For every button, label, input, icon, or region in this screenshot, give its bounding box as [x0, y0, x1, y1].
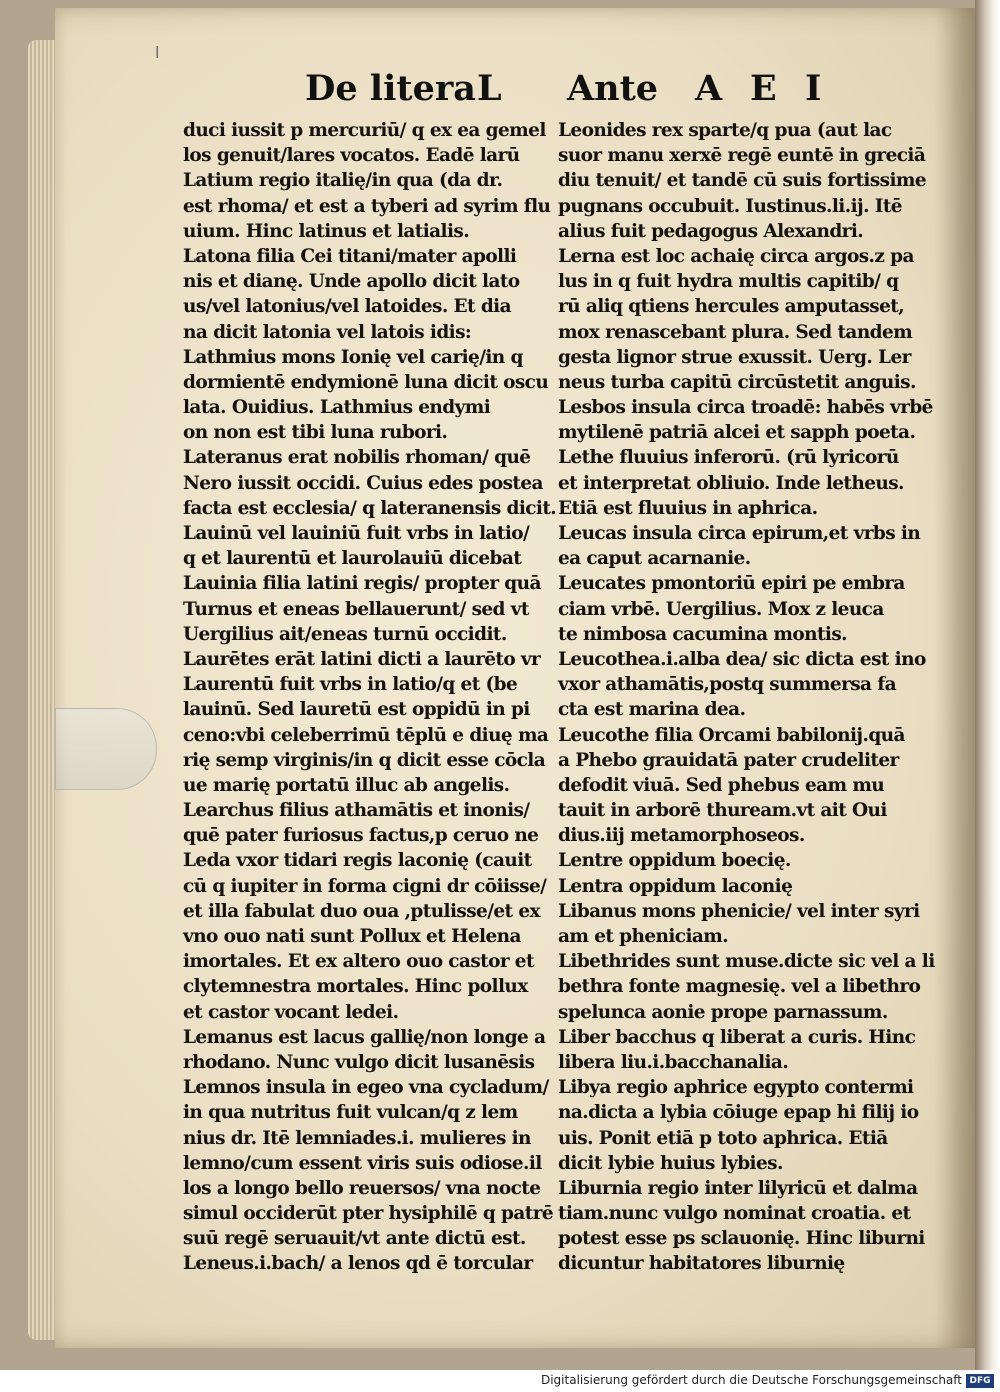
left-column-line: Uergilius ait/eneas turnū occidit. — [183, 623, 507, 645]
header-letter: L — [477, 68, 502, 109]
left-column-line: Learchus filius athamātis et inonis/ — [183, 800, 530, 822]
left-column-line: Lathmius mons Ionię vel carię/in q — [183, 346, 523, 368]
left-column-line: cū q iupiter in forma cigni dr cōiisse/ — [183, 875, 547, 897]
left-column-line: on non est tibi luna rubori. — [183, 422, 448, 444]
right-column-line: mox renascebant plura. Sed tandem — [558, 321, 913, 343]
left-column-line: rię semp virginis/in q dicit esse cōcla — [183, 749, 546, 771]
left-column-line: Leneus.i.bach/ a lenos qd ē torcular — [183, 1253, 533, 1275]
left-column-line: et illa fabulat duo oua ,ptulisse/et ex — [183, 900, 540, 922]
left-column-line: Lemanus est lacus gallię/non longe a — [183, 1026, 546, 1048]
right-column-line: Libanus mons phenicie/ vel inter syri — [558, 900, 920, 922]
right-column-line: ciam vrbē. Uergilius. Mox z leuca — [558, 598, 884, 620]
right-column-line: Lentra oppidum laconię — [558, 875, 793, 897]
right-column-line: Etiā est fluuius in aphrica. — [558, 497, 818, 519]
right-column-line: ea caput acarnanie. — [558, 548, 751, 570]
left-column-line: Nero iussit occidi. Cuius edes postea — [183, 472, 543, 494]
book-spine — [975, 0, 1000, 1370]
right-column-line: defodit viuā. Sed phebus eam mu — [558, 774, 885, 796]
footer-bar — [0, 1370, 1000, 1392]
right-column-line: Liburnia regio inter lilyricū et dalma — [558, 1177, 918, 1199]
right-column-line: am et pheniciam. — [558, 926, 729, 947]
header-letter-i: I — [805, 68, 822, 109]
right-column-line: Lentre oppidum boecię. — [558, 850, 791, 872]
right-column-line: dicuntur habitatores liburnię — [558, 1253, 845, 1275]
right-column-line: uis. Ponit etiā p toto aphrica. Etiā — [558, 1127, 888, 1149]
left-column-line: Leda vxor tidari regis laconię (cauit — [183, 850, 532, 872]
left-column-line: Lauinū vel lauiniū fuit vrbs in latio/ — [183, 523, 530, 544]
right-column-line: Lerna est loc achaię circa argos.z pa — [558, 245, 914, 267]
right-column-line: dicit lybie huius lybies. — [558, 1152, 783, 1174]
left-column-line: imortales. Et ex altero ouo castor et — [183, 951, 534, 973]
right-column-line: na.dicta a lybia cōiuge epap hi filij io — [558, 1102, 919, 1124]
left-column-line: Lauinia filia latini regis/ propter quā — [183, 573, 541, 595]
right-column-line: Leucas insula circa epirum,et vrbs in — [558, 523, 921, 544]
right-column-line: Lethe fluuius inferorū. (rū lyricorū — [558, 447, 899, 469]
left-column-line: Latium regio italię/in qua (da dr. — [183, 170, 503, 192]
right-column-line: spelunca aonie prope parnassum. — [558, 1001, 888, 1023]
left-column-line: vno ouo nati sunt Pollux et Helena — [183, 926, 521, 947]
right-column-line: gesta lignor strue exussit. Uerg. Ler — [558, 346, 911, 368]
left-column-line: Lemnos insula in egeo vna cycladum/ — [183, 1077, 549, 1099]
left-column-line: Lateranus erat nobilis rhoman/ quē — [183, 447, 531, 469]
page-stack-edges — [28, 40, 58, 1340]
right-column-line: neus turba capitū circūstetit anguis. — [558, 371, 916, 393]
right-column-line: tauit in arborē thuream.vt ait Oui — [558, 800, 887, 822]
right-column-line: Leonides rex sparte/q pua (aut lac — [558, 120, 892, 141]
left-text-column — [183, 118, 557, 1277]
right-text-column — [558, 118, 935, 1277]
right-column-line: te nimbosa cacumina montis. — [558, 623, 847, 645]
left-column-line: ue marię portatū illuc ab angelis. — [183, 774, 510, 796]
right-column-line: tiam.nunc vulgo nominat croatia. et — [558, 1203, 911, 1225]
right-column-line: a Phebo grauidatā pater crudeliter — [558, 749, 899, 771]
dfg-logo: DFG — [966, 1374, 994, 1388]
left-column-line: suū regē seruauit/vt ante dictū est. — [183, 1228, 526, 1250]
left-column-line: simul occiderūt pter hysiphilē q patrē — [183, 1203, 554, 1225]
header-ante: Ante — [567, 68, 659, 109]
left-column-line: Laurentū fuit vrbs in latio/q et (be — [183, 674, 518, 696]
left-column-line: duci iussit p mercuriū/ q ex ea gemel — [183, 120, 546, 141]
right-column-line: libera liu.i.bacchanalia. — [558, 1051, 789, 1073]
right-column-line: diu tenuit/ et tandē cū suis fortissime — [558, 170, 927, 192]
right-column-line: Leucothe filia Orcami babilonij.quā — [558, 724, 905, 746]
right-column-line: mytilenē patriā alcei et sapph poeta. — [558, 422, 916, 444]
left-column-line: quē pater furiosus factus,p ceruo ne — [183, 825, 539, 847]
header-letter-e: E — [750, 68, 777, 109]
left-column-line: rhodano. Nunc vulgo dicit lusanēsis — [183, 1051, 535, 1073]
left-column-line: na dicit latonia vel latois idis: — [183, 321, 472, 343]
left-column-line: lauinū. Sed lauretū est oppidū in pi — [183, 699, 530, 721]
left-column-line: et castor vocant ledei. — [183, 1001, 399, 1023]
margin-note: l — [155, 43, 160, 62]
right-column-line: rū aliq qtiens hercules amputasset, — [558, 296, 905, 318]
funding-notice: Digitalisierung gefördert durch die Deutsche Forschungsgemeinschaft — [540, 1373, 962, 1387]
bookmark-tab — [55, 708, 157, 790]
left-column-line: Laurētes erāt latini dicti a laurēto vr — [183, 648, 541, 670]
right-column-line: suor manu xerxē regē euntē in greciā — [558, 145, 926, 167]
right-column-line: vxor athamātis,postq summersa fa — [558, 674, 897, 696]
right-column-line: Liber bacchus q liberat a curis. Hinc — [558, 1026, 916, 1048]
right-column-line: Libya regio aphrice egypto contermi — [558, 1077, 914, 1099]
header-title: De litera — [305, 68, 476, 109]
left-column-line: in qua nutritus fuit vulcan/q z lem — [183, 1102, 518, 1124]
left-column-line: lata. Ouidius. Lathmius endymi — [183, 397, 491, 419]
right-column-line: alius fuit pedagogus Alexandri. — [558, 220, 864, 242]
right-column-line: Leucates pmontoriū epiri pe embra — [558, 573, 905, 595]
right-column-line: Leucothea.i.alba dea/ sic dicta est ino — [558, 648, 926, 670]
right-column-line: Libethrides sunt muse.dicte sic vel a li — [558, 951, 935, 973]
left-column-line: Turnus et eneas bellauerunt/ sed vt — [183, 598, 529, 620]
left-column-line: clytemnestra mortales. Hinc pollux — [183, 976, 528, 998]
right-column-line: Lesbos insula circa troadē: habēs vrbē — [558, 397, 933, 419]
right-column-line: cta est marina dea. — [558, 699, 746, 721]
left-column-line: los genuit/lares vocatos. Eadē larū — [183, 145, 520, 167]
left-column-line: dormientē endymionē luna dicit oscu — [183, 371, 549, 393]
right-column-line: bethra fonte magnesię. vel a libethro — [558, 976, 921, 998]
running-header — [305, 68, 825, 118]
left-column-line: lemno/cum essent viris suis odiose.il — [183, 1152, 542, 1174]
right-column-line: lus in q fuit hydra multis capitib/ q — [558, 271, 899, 293]
left-column-line: nius dr. Itē lemniades.i. mulieres in — [183, 1127, 531, 1149]
left-column-line: est rhoma/ et est a tyberi ad syrim flu — [183, 195, 551, 217]
right-column-line: potest esse ps sclauonię. Hinc liburni — [558, 1228, 925, 1250]
left-column-line: los a longo bello reuersos/ vna nocte — [183, 1177, 541, 1199]
right-column-line: et interpretat obliuio. Inde letheus. — [558, 472, 904, 494]
right-column-line: pugnans occubuit. Iustinus.li.ij. Itē — [558, 195, 902, 217]
left-column-line: q et laurentū et laurolauiū dicebat — [183, 548, 522, 570]
left-column-line: Latona filia Cei titani/mater apolli — [183, 245, 517, 267]
gutter-shadow — [935, 8, 975, 1348]
left-column-line: us/vel latonius/vel latoides. Et dia — [183, 296, 511, 318]
header-letter-a: A — [695, 68, 723, 109]
left-column-line: uium. Hinc latinus et latialis. — [183, 220, 470, 242]
left-column-line: facta est ecclesia/ q lateranensis dicit. — [183, 497, 557, 519]
left-column-line: ceno:vbi celeberrimū tēplū e diuę ma — [183, 724, 549, 746]
left-column-line: nis et dianę. Unde apollo dicit lato — [183, 271, 520, 293]
right-column-line: dius.iij metamorphoseos. — [558, 825, 805, 847]
